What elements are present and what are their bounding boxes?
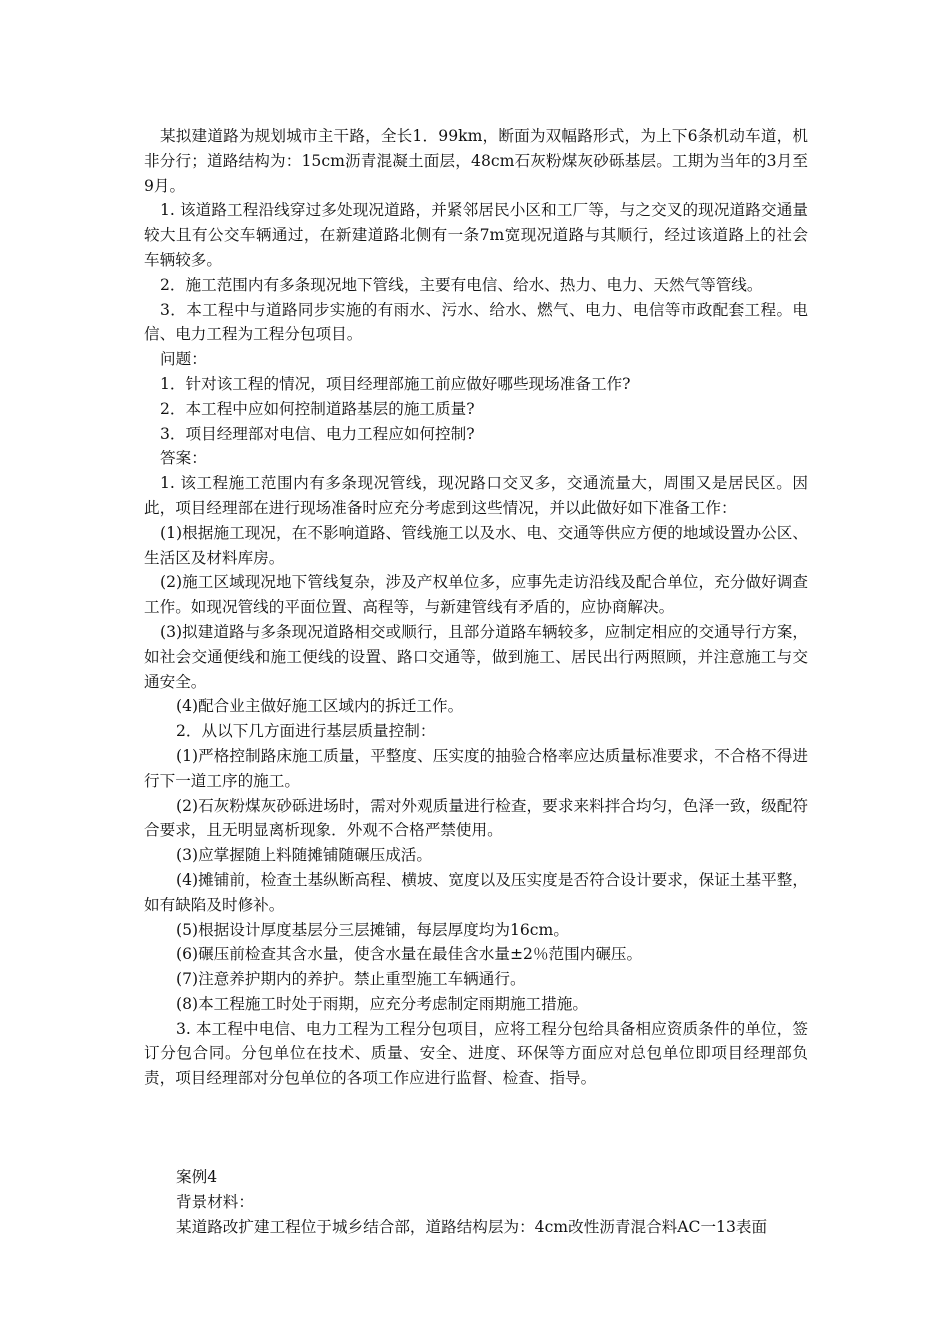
answer-2-item-1: (1)严格控制路床施工质量，平整度、压实度的抽验合格率应达质量标准要求，不合格不得进行下一道工序的施工。: [144, 746, 808, 790]
answer-1: 1. 该工程施工范围内有多条现况管线，现况路口交叉多，交通流量大，周围又是居民区。因此，项目经理部在进行现场准备时应充分考虑到这些情况，并以此做好如下准备工作：: [144, 474, 808, 517]
background-label: 背景材料：: [176, 1192, 254, 1211]
answer-2-item-2: (2)石灰粉煤灰砂砾进场时，需对外观质量进行检查，要求来料拌合均匀，色泽一致，级配符合要求，且无明显离析现象．外观不合格严禁使用。: [144, 796, 808, 840]
section-gap: [144, 1091, 808, 1165]
answer-2: 2．从以下几方面进行基层质量控制：: [176, 722, 436, 741]
answer-2-item-6: (6)碾压前检查其含水量，使含水量在最佳含水量±2％范围内碾压。: [176, 945, 643, 964]
background-text: 某道路改扩建工程位于城乡结合部，道路结构层为：4cm改性沥青混合料AC一13表面: [176, 1217, 768, 1236]
condition-1: 1. 该道路工程沿线穿过多处现况道路，并紧邻居民小区和工厂等，与之交叉的现况道路交通量较大且有公交车辆通过，在新建道路北侧有一条7m宽现况道路与其顺行，经过该道路上的社会车辆较多。: [144, 201, 808, 269]
intro-paragraph: 某拟建道路为规划城市主干路，全长1．99km，断面为双幅路形式，为上下6条机动车道，机非分行；道路结构为：15cm沥青混凝土面层，48cm石灰粉煤灰砂砾基层。工期为当年的3月至9月。: [144, 127, 808, 195]
answer-2-item-8: (8)本工程施工时处于雨期，应充分考虑制定雨期施工措施。: [176, 994, 588, 1013]
answer-1-item-1: (1)根据施工现况，在不影响道路、管线施工以及水、电、交通等供应方便的地域设置办公区、生活区及材料库房。: [144, 523, 808, 567]
question-3: 3．项目经理部对电信、电力工程应如何控制?: [160, 424, 475, 443]
answer-1-item-4: (4)配合业主做好施工区域内的拆迁工作。: [176, 697, 464, 716]
answer-2-item-3: (3)应掌握随上料随摊铺随碾压成活。: [176, 846, 432, 865]
answer-2-item-4: (4)摊铺前，检查土基纵断高程、横坡、宽度以及压实度是否符合设计要求，保证土基平整，如有缺陷及时修补。: [144, 870, 808, 914]
question-2: 2．本工程中应如何控制道路基层的施工质量?: [160, 399, 475, 418]
condition-2: 2．施工范围内有多条现况地下管线，主要有电信、给水、热力、电力、天然气等管线。: [160, 275, 763, 294]
questions-heading: 问题：: [160, 350, 207, 369]
case-title: 案例4: [176, 1168, 218, 1187]
answer-3: 3. 本工程中电信、电力工程为工程分包项目，应将工程分包给具备相应资质条件的单位，签订分包合同。分包单位在技术、质量、安全、进度、环保等方面应对总包单位即项目经理部负责，项目经理部对分包单位的各项工作应进行监督、检查、指导。: [144, 1019, 808, 1088]
answer-2-item-5: (5)根据设计厚度基层分三层摊铺，每层厚度均为16cm。: [176, 920, 569, 939]
answer-1-item-3: (3)拟建道路与多条现况道路相交或顺行，且部分道路车辆较多，应制定相应的交通导行方案，如社会交通便线和施工便线的设置、路口交通等，做到施工、居民出行两照顾，并注意施工与交通安全。: [144, 622, 808, 691]
question-1: 1．针对该工程的情况，项目经理部施工前应做好哪些现场准备工作?: [160, 374, 631, 393]
answers-heading: 答案：: [160, 449, 207, 468]
document-body: [144, 124, 808, 1239]
answer-1-item-2: (2)施工区域现况地下管线复杂，涉及产权单位多，应事先走访沿线及配合单位，充分做好调查工作。如现况管线的平面位置、高程等，与新建管线有矛盾的，应协商解决。: [144, 573, 808, 617]
condition-3: 3．本工程中与道路同步实施的有雨水、污水、给水、燃气、电力、电信等市政配套工程。电信、电力工程为工程分包项目。: [144, 300, 808, 344]
answer-2-item-7: (7)注意养护期内的养护。禁止重型施工车辆通行。: [176, 970, 526, 989]
